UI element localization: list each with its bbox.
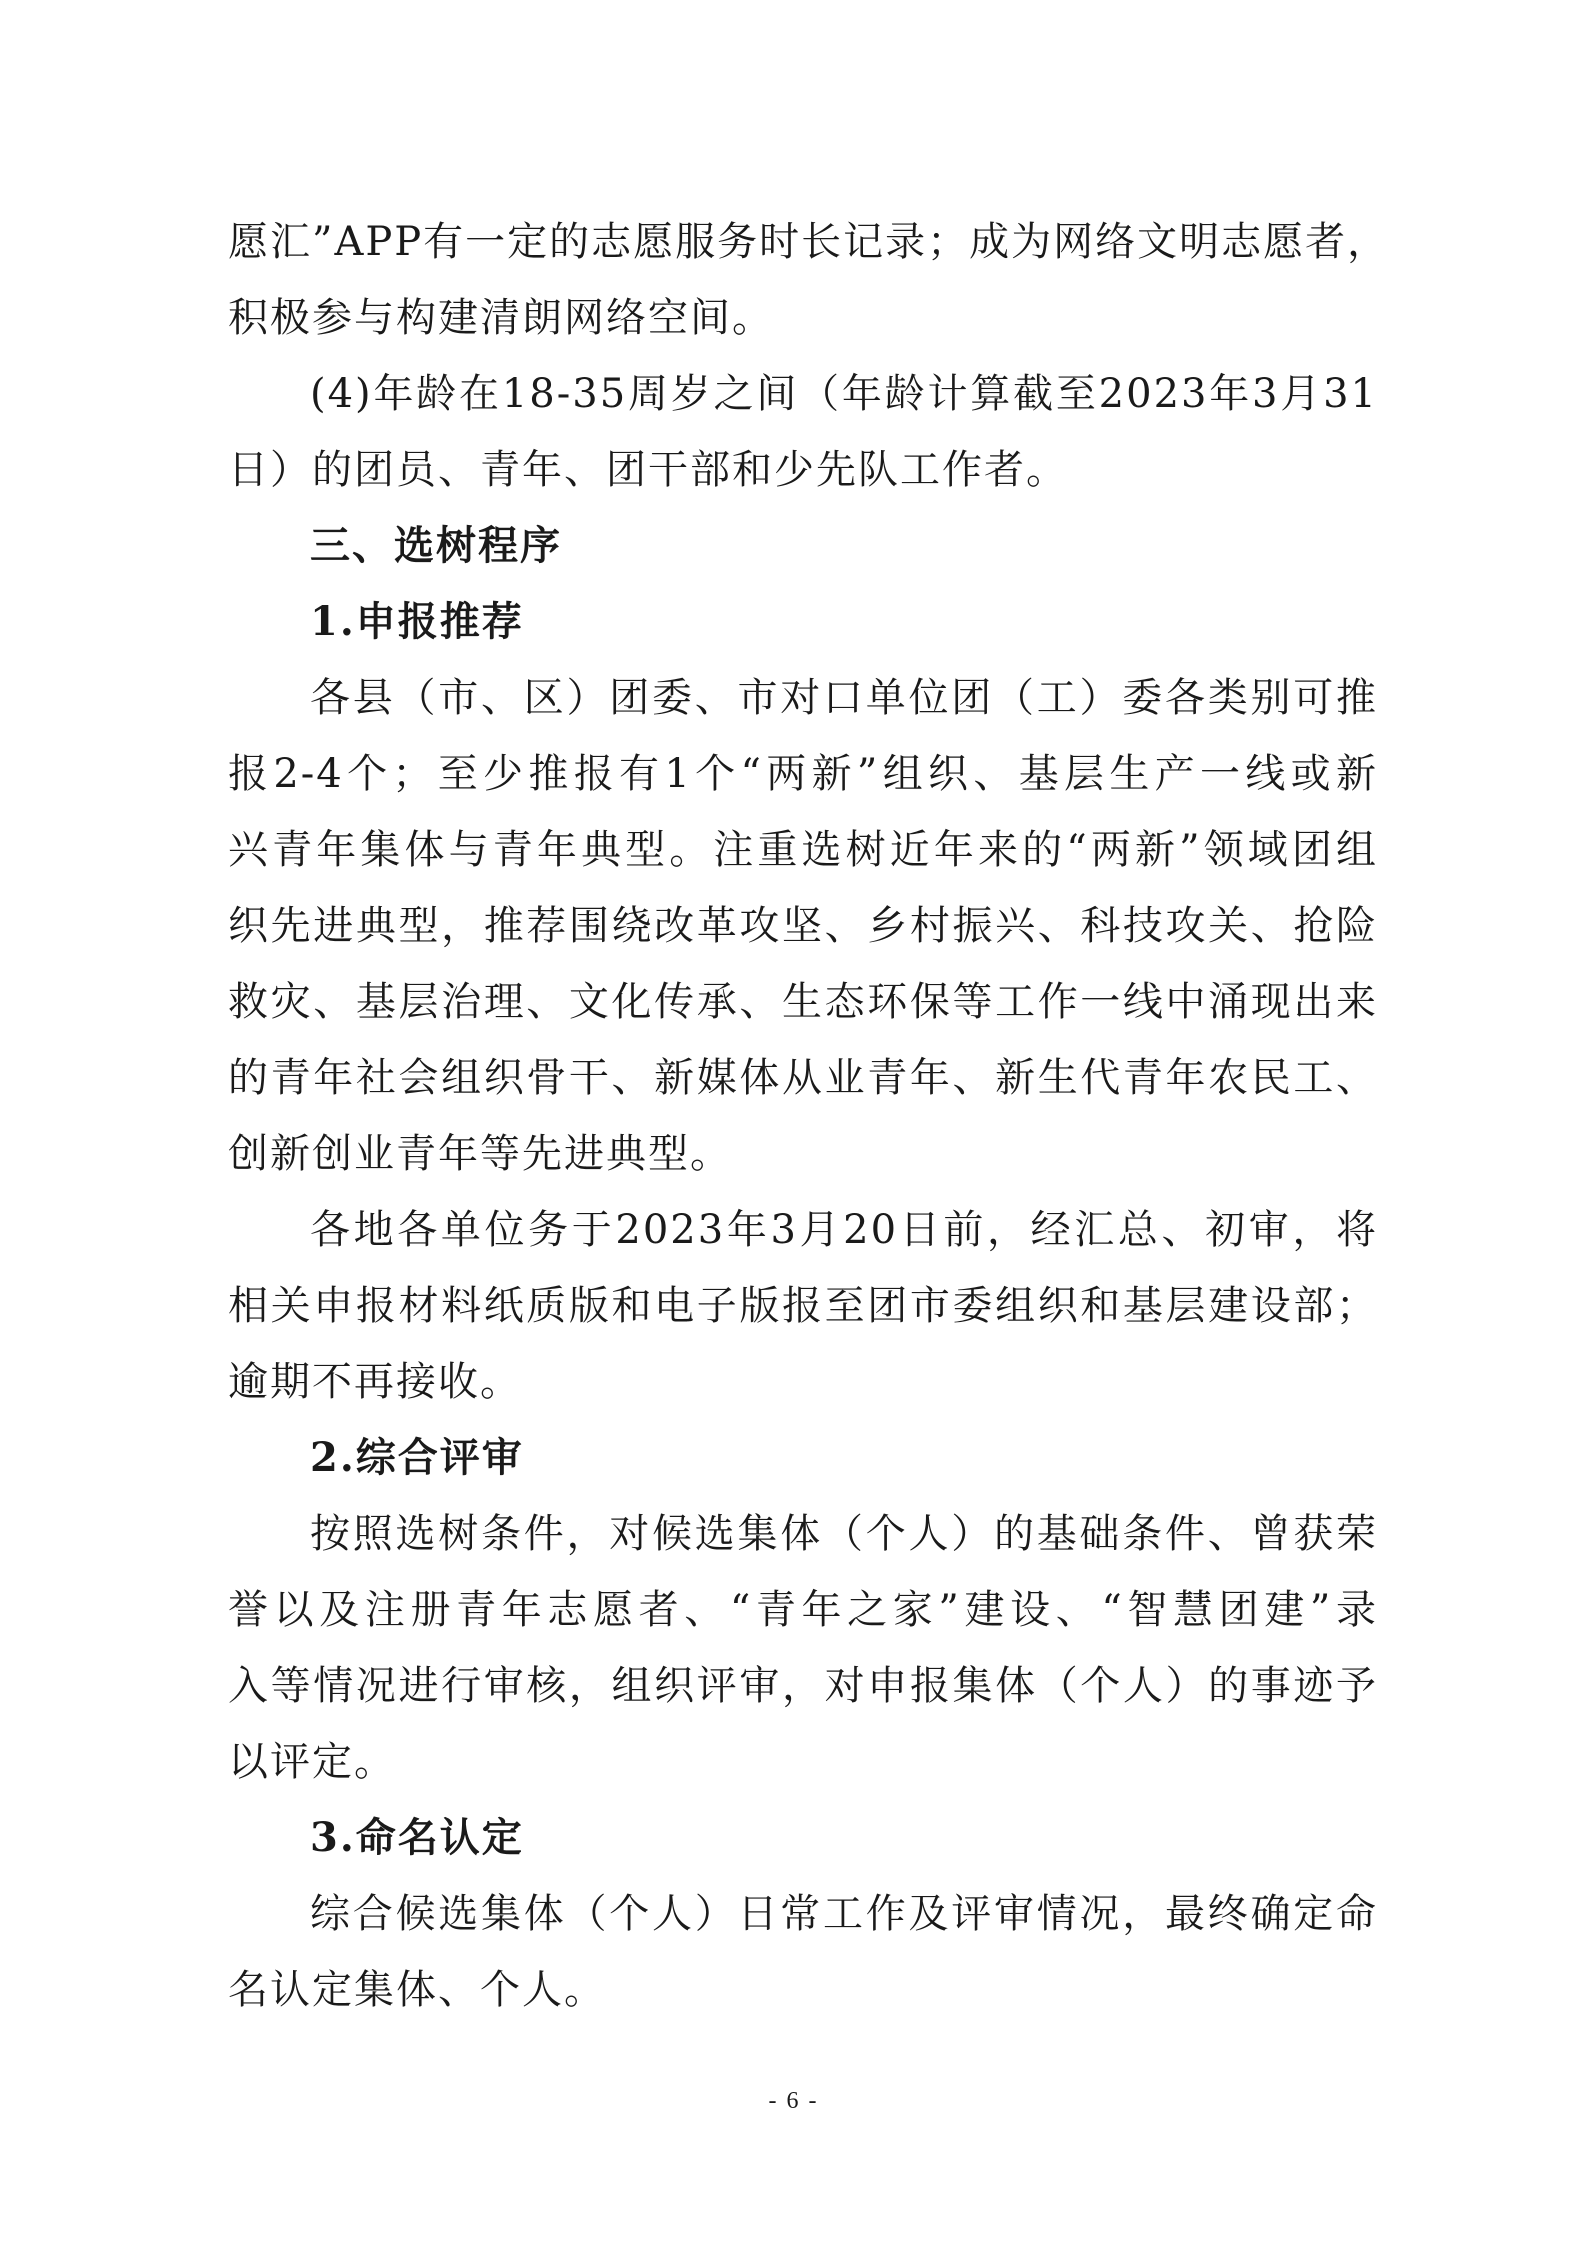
- paragraph-line: 各县（市、区）团委、市对口单位团（工）委各类别可推: [310, 675, 1378, 721]
- paragraph-line: 救灾、基层治理、文化传承、生态环保等工作一线中涌现出来: [228, 979, 1378, 1025]
- subsection-heading: 2.综合评审: [310, 1434, 524, 1481]
- subsection-heading: 1.申报推荐: [310, 598, 524, 645]
- paragraph-line: 织先进典型，推荐围绕改革攻坚、乡村振兴、科技攻关、抢险: [228, 903, 1378, 949]
- paragraph-line: 各地各单位务于2023年3月20日前，经汇总、初审，将: [310, 1207, 1378, 1253]
- paragraph-line: 愿汇”APP有一定的志愿服务时长记录；成为网络文明志愿者，: [228, 219, 1390, 265]
- paragraph-line: 相关申报材料纸质版和电子版报至团市委组织和基层建设部；: [228, 1283, 1378, 1329]
- paragraph-line: 逾期不再接收。: [228, 1359, 522, 1405]
- page-number: - 6 -: [768, 2088, 819, 2114]
- paragraph-line: 创新创业青年等先进典型。: [228, 1131, 732, 1177]
- paragraph-line: 按照选树条件，对候选集体（个人）的基础条件、曾获荣: [310, 1511, 1378, 1557]
- paragraph-line: 日）的团员、青年、团干部和少先队工作者。: [228, 447, 1068, 493]
- paragraph-line: 的青年社会组织骨干、新媒体从业青年、新生代青年农民工、: [228, 1055, 1378, 1101]
- paragraph-line: 名认定集体、个人。: [228, 1967, 606, 2013]
- paragraph-line: 誉以及注册青年志愿者、“青年之家”建设、“智慧团建”录: [228, 1587, 1378, 1633]
- paragraph-line: 兴青年集体与青年典型。注重选树近年来的“两新”领域团组: [228, 827, 1378, 873]
- paragraph-line: 入等情况进行审核，组织评审，对申报集体（个人）的事迹予: [228, 1663, 1378, 1709]
- paragraph-line: 报2-4个；至少推报有1个“两新”组织、基层生产一线或新: [228, 751, 1378, 797]
- paragraph-line: 综合候选集体（个人）日常工作及评审情况，最终确定命: [310, 1891, 1378, 1937]
- subsection-heading: 3.命名认定: [310, 1814, 524, 1861]
- paragraph-line: 以评定。: [228, 1739, 396, 1785]
- paragraph-line: (4)年龄在18-35周岁之间（年龄计算截至2023年3月31: [310, 371, 1378, 417]
- paragraph-line: 积极参与构建清朗网络空间。: [228, 295, 774, 341]
- section-heading: 三、选树程序: [310, 523, 562, 569]
